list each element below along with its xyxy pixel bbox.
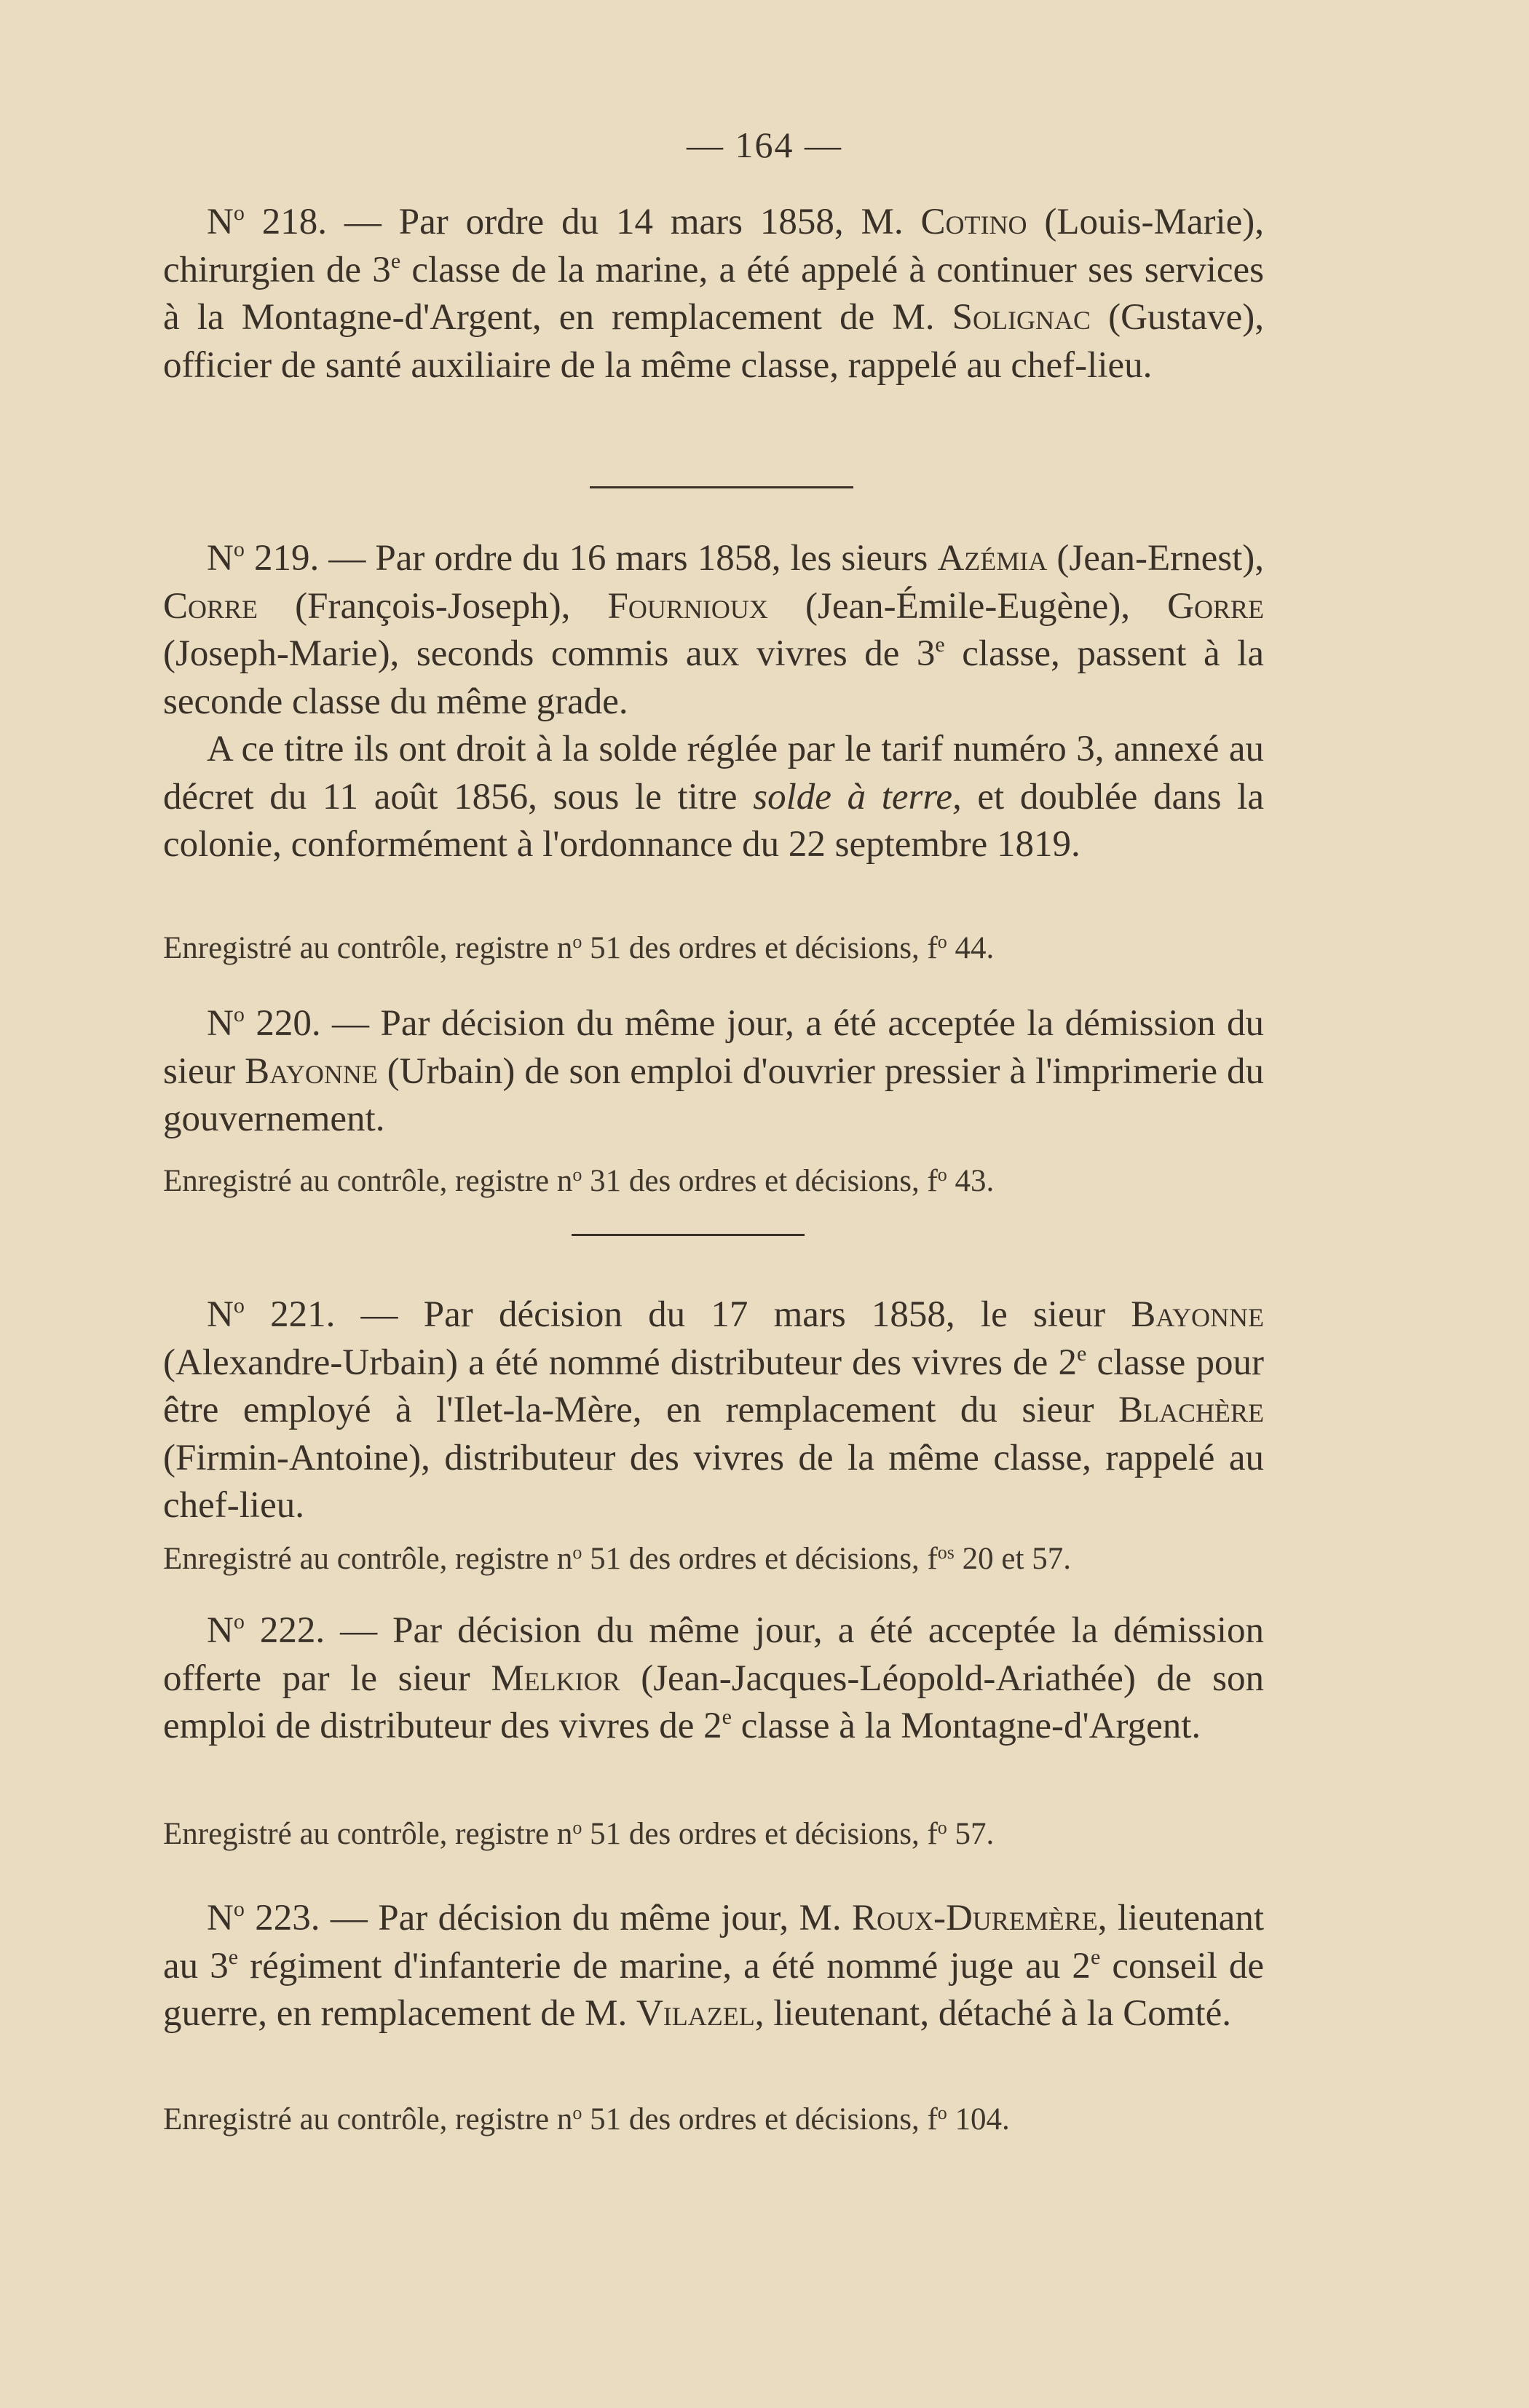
entry-221: $N^o$ 221. — Par décision du 17 mars 1858, le sieur Bayonne (Alexandre-Urbain) a été nommé distributeur des vivres de 2e classe pour être employé à l'Ilet-la-Mère, en remplacement du sieur Blachère (Firmin-Antoine), distributeur des vivres de la même classe, rappelé au chef-lieu. xyxy=(163,1294,1264,1526)
registration-note-219: Enregistré au contrôle, registre $n^o$ 51 des ordres et décisions, $f^o$ 44. xyxy=(163,931,995,965)
person-name: Fournioux xyxy=(607,585,768,627)
person-name: Bayonne xyxy=(245,1050,378,1092)
section-divider xyxy=(590,486,853,488)
registration-note-221: Enregistré au contrôle, registre $n^o$ 51 des ordres et décisions, $f^{os}$ 20 et 57. xyxy=(163,1542,1071,1576)
person-name: Azémia xyxy=(937,538,1048,579)
person-name: Gorre xyxy=(1167,585,1264,627)
section-divider xyxy=(572,1234,805,1236)
entry-219-continuation: A ce titre ils ont droit à la solde réglée par le tarif numéro 3, annexé au décret du 11 août 1856, sous le titre solde à terre, et doublée dans la colonie, conformément à l'ordonnance du 22 septembre 1819. xyxy=(163,729,1264,865)
registration-note-220: Enregistré au contrôle, registre $n^o$ 31 des ordres et décisions, $f^o$ 43. xyxy=(163,1164,995,1198)
entry-220: $N^o$ 220. — Par décision du même jour, a été acceptée la démission du sieur Bayonne (Urbain) de son emploi d'ouvrier pressier à l'imprimerie du gouvernement. xyxy=(163,1002,1264,1139)
person-name: Solignac xyxy=(952,297,1091,338)
person-name: Melkior xyxy=(491,1658,620,1699)
entry-222: $N^o$ 222. — Par décision du même jour, a été acceptée la démission offerte par le sieur Melkior (Jean-Jacques-Léopold-Ariathée) de son emploi de distributeur des vivres de 2e classe à la Montagne-d'Argent. xyxy=(163,1609,1264,1746)
person-name: Vilazel xyxy=(636,1993,755,2034)
person-name: Bayonne xyxy=(1131,1294,1264,1335)
entry-223: $N^o$ 223. — Par décision du même jour, M. Roux-Duremère, lieutenant au 3e régiment d'infanterie de marine, a été nommé juge au 2e conseil de guerre, en remplacement de M. Vilazel, lieutenant, détaché à la Comté. xyxy=(163,1897,1264,2034)
entry-218: $N^o$ 218. — Par ordre du 14 mars 1858, M. Cotino (Louis-Marie), chirurgien de 3e classe de la marine, a été appelé à continuer ses services à la Montagne-d'Argent, en remplacement de M. Solignac (Gustave), officier de santé auxiliaire de la même classe, rappelé au chef-lieu. xyxy=(163,201,1264,386)
entry-219: $N^o$ 219. — Par ordre du 16 mars 1858, les sieurs Azémia (Jean-Ernest), Corre (François-Joseph), Fournioux (Jean-Émile-Eugène), Gorre (Joseph-Marie), seconds commis aux vivres de 3e classe, passent à la seconde classe du même grade. xyxy=(163,537,1265,722)
person-name: Cotino xyxy=(920,202,1027,242)
person-name: Roux-Duremère xyxy=(851,1898,1098,1938)
registration-note-223: Enregistré au contrôle, registre $n^o$ 51 des ordres et décisions, $f^o$ 104. xyxy=(163,2102,1010,2136)
person-name: Corre xyxy=(163,585,258,627)
registration-note-222: Enregistré au contrôle, registre $n^o$ 51 des ordres et décisions, $f^o$ 57. xyxy=(163,1817,995,1851)
person-name: Blachère xyxy=(1118,1390,1264,1430)
page-number: — 164 — xyxy=(687,124,842,165)
